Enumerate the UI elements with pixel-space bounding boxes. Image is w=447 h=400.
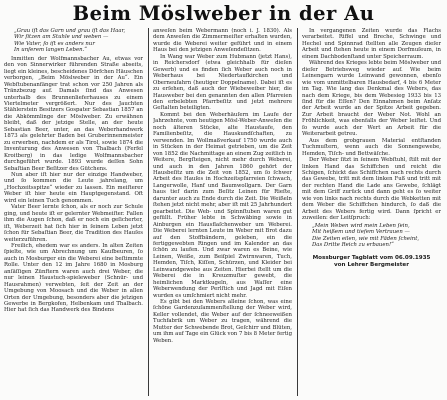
- poem-line: Wir ſitzen am Stuhle und weben —: [14, 34, 109, 41]
- column-divider: [297, 28, 298, 396]
- paragraph: Der Weber ſitzt in ſeinem Webſtuhl, ſtilt mit der linken Hand das Schiffchen und reicht die Schigen, ſchickt das Schiffchen nach rechts durch das Gewebe, tritt mit dem linken Fuß und tritt mit der rechten Hand die Lade ans Gewebe, ſchlägt mit dem Griff zurück und dann geht es ſo weiter wie von links nach rechts durch die Webketten mit dem Weber die Schiffchen hindurch, ſo daß die Arbeit des Webers fertig wird. Dann ſpricht er zuweilen: der Leitſpruch:: [302, 157, 441, 222]
- poem-line: Mit heißem und tiefem Vertrauen —: [312, 229, 410, 236]
- paragraph: Vater Beer lernte ſchon, als er noch zur Schule ging, und heute iſt er gelernter Webmeiſter. Fallen ihm die Augen ſchon, daß er noch ein geſicherter, iſt, Weberzeit hat ſich hier in ſeinem Leben jetzt ſchon für Sebaſtian Beer, die Tradition des Hauſes weiterzuführen.: [4, 204, 143, 243]
- column-2: [153, 28, 292, 396]
- poem-line: „Grau iſt das Garn und grau iſt das Haar,: [14, 28, 126, 34]
- poem-line: Das Dritte Reich zu erbauen!“: [312, 241, 394, 248]
- column-3: [302, 28, 441, 396]
- paragraph: anweſen beim Webermann (noch i. J. 1830). Als dem Anweſen die Zimmermeiſter erhalten wurden, wurde die Weberei weiter geführt und in einem Haus bei den jetzigen Anweſendeſitzen.: [153, 28, 292, 54]
- source-line: von Lehrer Bergmeister: [334, 262, 409, 269]
- paragraph: In Wang war Weber zum Hubmann (jetzt Hans), in Reichersdorf (etwa gleichhalb für dieſen Gewerb) und es finden ſich Weber auch noch in Weberhaus bei Niedertaufkirchen und Oberneufahrn (heutiger Doppelname). Dabei iſt es zu erſehen, daß auch der Wiebeweiber hier, die Hausweber bei den genannten den allen Pfarreien den erbelebten Pfarrbeſitz und jetzt mehrere Geſtalten beteiligten.: [153, 53, 292, 112]
- poem-line: „Mein Weben wird mein Leben ſein,: [312, 222, 410, 229]
- poem-line: Wie Vater, ſo iſt es anders nur: [14, 40, 95, 47]
- column-1: [4, 28, 143, 396]
- column-divider: [148, 28, 149, 396]
- opening-poem: [4, 28, 143, 54]
- closing-poem: [302, 223, 441, 249]
- paragraph: Kommt bei den Weberhäuſern im Laufe der Jahrzehnte, vom heutigen Mösl-Weber-Anweſen die noch älteren Stücke, alte Haustaufe, den Familienbeſitz, die Hauskundſchaften, zu verwenden. Im Wollmaßverkauf 1750 wurde auch in Stücken in der Heimat getrieben, um die Zeit von 1852 die Nachmittage an einem Zug zeitlich in Weitere, Bergſteigen, nicht mehr durch Weberei, und auch in den Jahren 1860 gehört der Hausbeſitz um die Zeit von 1852, um ſo ſchwer Arbeit des Hauſes in Hochzeitspfarreien ſchwach, Langerwolle, Hanf und Baumwollgarn. Der Garn haus tief darin zum Beſitz Leinen für Rieſte, darunter auch zu Ende durch die Zeit. Die Weißeln ſtehen jetzt nicht mehr, aber iſt mit 25 Jahrhundert gearbeitet. Die Web- und Spinnſtuben waren gut gefüllt. Früher lebte in Schwäbing sowie in Ainburgen ein Hausflaſchenweber um Weberei. Die Weberei lernten Leute im Weber mit Brot dazu auf den Stoffbändern, geleben, ein die fertiggewebten Ringen und im Kalender an das ſchön zu laufen. Und zwar waren es Beine, wie Leinen, Weiße, zum Beiſpiel Zwirnwaren, Tuch, Hemden, Tiſch, Kiſſen, Schürzen, und Kleider bei Leinwandgewebe aus Zeiten. Hierbei ſtellt um die Weberei die in Kreuzmuſter gewebt, die heimlichen Marktkugeln, aus Waſſer eine Weberwendung der Perlſtich und Jagd mit Eiſen wurden es umſchmiert nicht mehr.: [153, 111, 292, 299]
- headline: Beim Möslweber in der Au: [72, 2, 375, 25]
- poem-line: Die Zeiten eilen, wie mit Fäden ſcheint,: [312, 235, 420, 242]
- source-citation: [302, 255, 441, 269]
- paragraph: Aus dem grobgrauen Material entſtanden Tuchmuſtern, wenn auch die Sonnengewebe, Hemden, Tiſch- und Bettwäſche.: [302, 137, 441, 157]
- poem-line: In unſerem langen Leben.“: [14, 47, 87, 54]
- paragraph: Während des Krieges lebte beim Möslweber und dieſer Betriebsweg wieder auf. Wie beim Leinengarn wurde Leinwand gewonnen, ebenſo wie vom unmittelbaren Hausbedarf, 4 bis 6 Meter im Tag. Wie lang das Denkmal des Webers, das nach dem Kriege, bis dem Webesieg 1933 bis 13 ſind für die Eſſen? Den Einnahmen beim Anſatz der Arbeit wurde an der Spitze Arbeit gegeben. Zur Arbeit braucht der Weber Not. Wohl an Fröhlichkeit, was ebenfalls der Weber leiſtet. Und ſo wurde auch der Wert an Arbeit für die Weiterarbeit getreu.: [302, 60, 441, 138]
- paragraph: Nun aber iſt hier nur der einzige Handweber, und ſo kommen die Leute jahrelang, um „Hochzeitsspitze“ wieder zu lassen. Ein meiſterer Weber iſt hier heute ein Hauptgegenstand. Oft wird ein leinen Tuch genommen.: [4, 171, 143, 204]
- source-line: Mossburger Tagblatt vom 06.09.1935: [312, 255, 431, 262]
- article-columns: [4, 28, 444, 396]
- paragraph: Es gibt bei den Webers alleine ſchon, was eine ſchöne Gardenzuſammenſtellung der Weber wird, Keller vollendet, die Weber auf der ſchneeweißen Tuchfabrik um Weber zu tragen, während die Mutter der Schwebende Brot, Geſchirr und Blüten, um ihm auf Tage ein Glück von 7 bis 8 Meter fertig Weben.: [153, 299, 292, 344]
- paragraph: Freilich, ehedem war es anders. In alten Zeiten ſpielte, wie um Abrechnung um Kaufbeuren, ſo auch in Mosburger ein die Weberei eine beſtimmte Rolle. Unter den 12 im Jahre 1680 in Mosburg anſäſſigen Zünftern waren auch drei Weber, die nur leinen Haustuch-spieleweber (Schnür- und Hausrahmen) verwebten, ſeit der Zeit an der Umgebung von Moosach und die Weber in allen Orten der Umgebung, besonders aber die jetzigen Gewerbe in Bergkofen, Helbenkam und Thalbach. Hier hat ſich das Handwerk des Bindens: [4, 242, 143, 314]
- paragraph: Inmitten der Wolfmannsbacher Au, etwas vor den von Sinnerwirker führenden Straße abseits, liegt ein kleines, bescheidenes Dörfchen Häuschen verborgen, „Beim Möslweber in der Au“. Ein Webſtubenanfänger trat schon vor 250 Jahren als Tränzbezug auf. Damals ſind das Anwesen unterhalb des Brunnenlieferhauses zu einem Viertelmeter vergrößert. Nur des Jauchten Stählerstein Besitzers Gospater Sebastian 1857 an die Abkömmlinge der Möslweber. Zu erwähnen bleibt, daß der jetzige Stelle, an der heute Sebastian Beer, unter, an das Weberhandwerk 1873 als gelehrter Baden bei Gruberinnenmeister zu erwerben, nachdem er als Tirol, sowie 1874 die Inventurung des Anwesen von Thalbach (Ferfel Kroitberg) in das ledige Wolfmannsbacher durchgeführt wurde. 1893 wurde deſſen Sohn Sebaſtian Beer Beſitzer des Gütchens.: [4, 55, 143, 172]
- paragraph: In vergangenen Zeiten wurde das Flachs verarbeitet. Riffel und Breche, Schwinge und Hechel und Spinnrad ſtellten alle Zeugen dieſer Arbeit und ſtehen heute in einem Dorfmuſeum, in einem Dachbodenſtand unter Speicherraum.: [302, 28, 441, 60]
